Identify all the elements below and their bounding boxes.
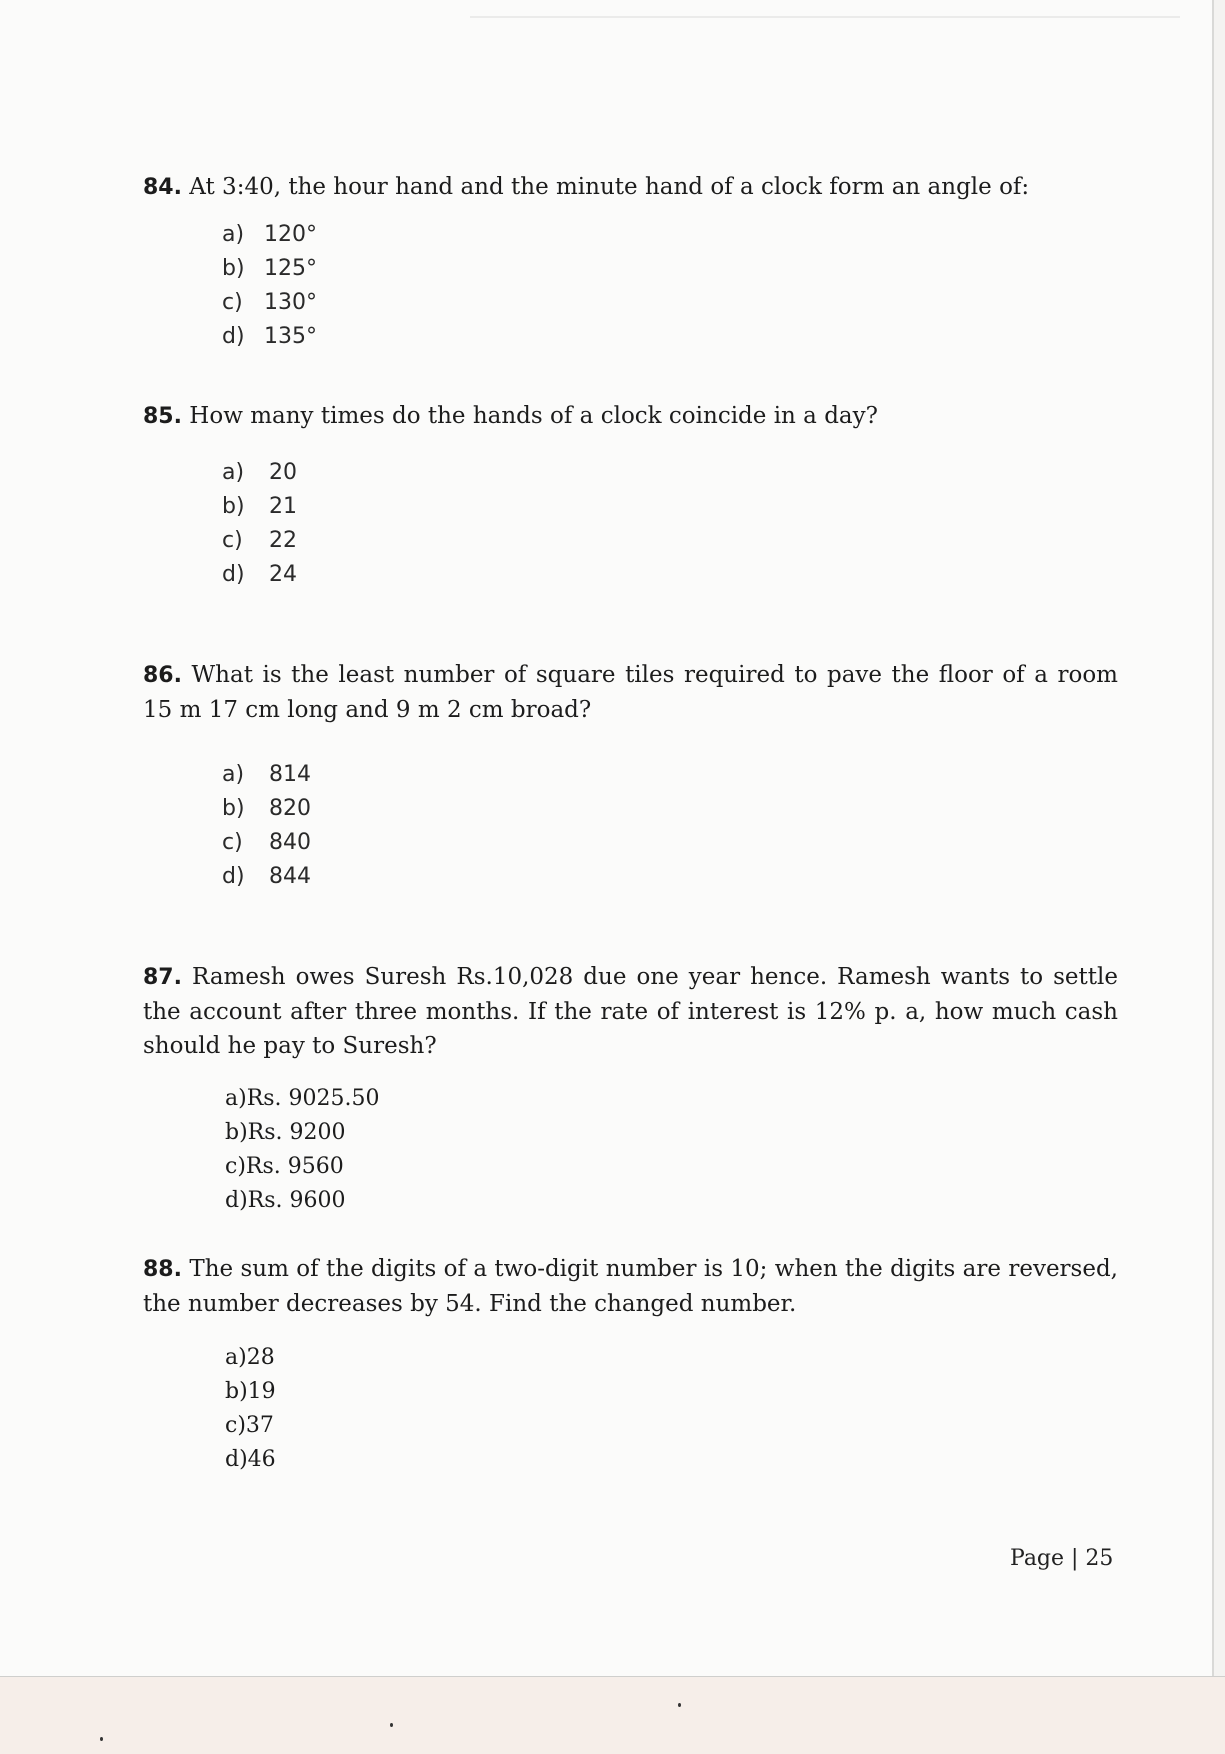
option-d: d)Rs. 9600 <box>225 1188 346 1213</box>
option-c: c) 22 <box>222 528 297 553</box>
page-number: Page | 25 <box>1010 1546 1114 1571</box>
question-number: 85. <box>143 404 182 429</box>
question-84 <box>143 170 1118 205</box>
question-text <box>143 1252 1118 1321</box>
question-number: 88. <box>143 1257 182 1282</box>
option-c: c)37 <box>225 1413 274 1438</box>
option-d: d)46 <box>225 1447 276 1472</box>
option-b: b)Rs. 9200 <box>225 1120 346 1145</box>
option-b: b)19 <box>225 1379 276 1404</box>
question-87 <box>143 960 1118 1063</box>
option-b: b) 21 <box>222 494 297 519</box>
question-number: 87. <box>143 965 182 990</box>
question-text <box>143 658 1118 727</box>
option-a: a) 20 <box>222 460 297 485</box>
option-b: b) 125° <box>222 256 317 281</box>
scan-speck <box>678 1703 681 1707</box>
option-c: c) 840 <box>222 830 311 855</box>
option-a: a)Rs. 9025.50 <box>225 1086 380 1111</box>
scan-bottom-strip <box>0 1676 1225 1754</box>
question-86 <box>143 658 1118 727</box>
question-text <box>143 170 1118 205</box>
option-d: d) 24 <box>222 562 297 587</box>
option-b: b) 820 <box>222 796 311 821</box>
question-85 <box>143 399 1118 434</box>
question-text <box>143 960 1118 1063</box>
options-86 <box>222 758 311 894</box>
question-body: What is the least number of square tiles required to pave the floor of a room 15 m 17 cm long and 9 m 2 cm broad? <box>143 662 1118 723</box>
option-c: c) 130° <box>222 290 317 315</box>
question-number: 86. <box>143 663 182 688</box>
option-c: c)Rs. 9560 <box>225 1154 344 1179</box>
option-d: d) 844 <box>222 864 311 889</box>
question-body: Ramesh owes Suresh Rs.10,028 due one year hence. Ramesh wants to settle the account after three months. If the rate of interest is 12% p. a, how much cash should he pay to Suresh? <box>143 964 1118 1059</box>
option-d: d) 135° <box>222 324 317 349</box>
scan-speck <box>100 1737 103 1741</box>
question-body: The sum of the digits of a two-digit number is 10; when the digits are reversed, the number decreases by 54. Find the changed number. <box>143 1256 1118 1317</box>
option-a: a) 814 <box>222 762 311 787</box>
question-body: How many times do the hands of a clock coincide in a day? <box>189 403 878 429</box>
question-body: At 3:40, the hour hand and the minute hand of a clock form an angle of: <box>189 174 1030 200</box>
options-87 <box>225 1082 380 1218</box>
option-a: a)28 <box>225 1345 275 1370</box>
question-number: 84. <box>143 175 182 200</box>
scan-speck <box>390 1723 393 1727</box>
question-text <box>143 399 1118 434</box>
options-84 <box>222 218 317 354</box>
question-88 <box>143 1252 1118 1321</box>
options-85 <box>222 456 297 592</box>
options-88 <box>225 1341 276 1477</box>
option-a: a) 120° <box>222 222 317 247</box>
top-rule <box>470 16 1180 18</box>
